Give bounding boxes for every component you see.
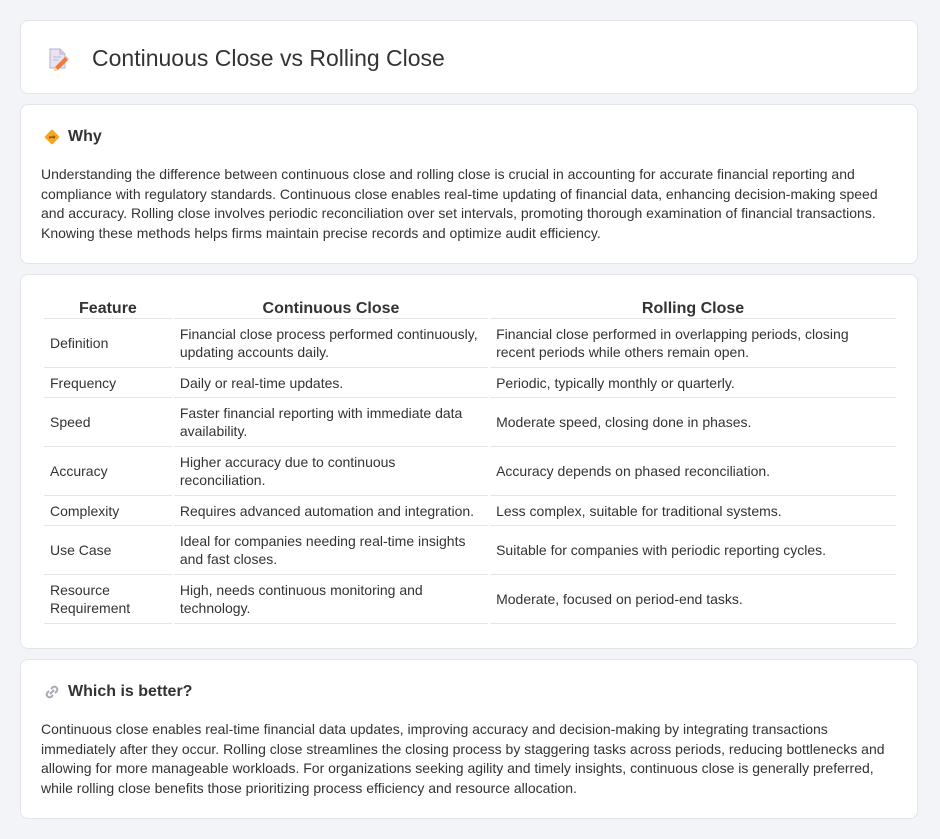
why-section bbox=[20, 104, 918, 264]
rolling-close-cell: Suitable for companies with periodic reporting cycles. bbox=[490, 526, 896, 575]
feature-cell: Accuracy bbox=[44, 447, 172, 496]
table-header-row bbox=[44, 295, 896, 319]
rolling-close-cell: Less complex, suitable for traditional systems. bbox=[490, 496, 896, 526]
header-rolling-close: Rolling Close bbox=[490, 295, 896, 319]
continuous-close-cell: Financial close process performed continuously, updating accounts daily. bbox=[174, 319, 488, 368]
why-text: Understanding the difference between continuous close and rolling close is crucial in accounting for accurate financial reporting and compliance with regulatory standards. Continuous close enables real-time updating of financial data, enhancing decision-making speed and accuracy. Rolling close involves periodic reconciliation over set intervals, promoting thorough examination of financial transactions. Knowing these methods helps firms maintain precise records and optimize audit efficiency. bbox=[41, 166, 878, 241]
table-row bbox=[44, 526, 896, 575]
table-row bbox=[44, 319, 896, 368]
which-is-better-section bbox=[20, 659, 918, 819]
document-pencil-icon bbox=[47, 47, 69, 71]
continuous-close-cell: Faster financial reporting with immediate data availability. bbox=[174, 398, 488, 447]
rolling-close-cell: Periodic, typically monthly or quarterly. bbox=[490, 368, 896, 398]
continuous-close-cell: Ideal for companies needing real-time insights and fast closes. bbox=[174, 526, 488, 575]
table-row bbox=[44, 368, 896, 398]
rolling-close-cell: Financial close performed in overlapping periods, closing recent periods while others remain open. bbox=[490, 319, 896, 368]
comparison-section bbox=[20, 274, 918, 649]
feature-cell: Speed bbox=[44, 398, 172, 447]
table-row bbox=[44, 398, 896, 447]
link-icon bbox=[43, 683, 61, 701]
better-text: Continuous close enables real-time financial data updates, improving accuracy and decision-making by integrating transactions immediately after they occur. Rolling close streamlines the closing process by staggering tasks across periods, reducing bottlenecks and allowing for more manageable workloads. For organizations seeking agility and timely insights, continuous close is generally preferred, while rolling close benefits those prioritizing process efficiency and resource allocation. bbox=[41, 721, 885, 796]
better-heading: Which is better? bbox=[68, 683, 193, 700]
feature-cell: Resource Requirement bbox=[44, 575, 172, 624]
continuous-close-cell: Requires advanced automation and integration. bbox=[174, 496, 488, 526]
rolling-close-cell: Moderate speed, closing done in phases. bbox=[490, 398, 896, 447]
continuous-close-cell: Higher accuracy due to continuous reconciliation. bbox=[174, 447, 488, 496]
feature-cell: Definition bbox=[44, 319, 172, 368]
feature-cell: Use Case bbox=[44, 526, 172, 575]
diamond-arrow-icon bbox=[43, 128, 61, 146]
header-feature: Feature bbox=[44, 295, 172, 319]
continuous-close-cell: Daily or real-time updates. bbox=[174, 368, 488, 398]
table-row bbox=[44, 496, 896, 526]
table-row bbox=[44, 447, 896, 496]
title-card bbox=[20, 20, 918, 94]
feature-cell: Frequency bbox=[44, 368, 172, 398]
comparison-table bbox=[42, 295, 898, 624]
rolling-close-cell: Accuracy depends on phased reconciliation. bbox=[490, 447, 896, 496]
header-continuous-close: Continuous Close bbox=[174, 295, 488, 319]
page-title: Continuous Close vs Rolling Close bbox=[92, 45, 445, 71]
table-row bbox=[44, 575, 896, 624]
why-heading: Why bbox=[68, 128, 102, 145]
continuous-close-cell: High, needs continuous monitoring and technology. bbox=[174, 575, 488, 624]
feature-cell: Complexity bbox=[44, 496, 172, 526]
rolling-close-cell: Moderate, focused on period-end tasks. bbox=[490, 575, 896, 624]
